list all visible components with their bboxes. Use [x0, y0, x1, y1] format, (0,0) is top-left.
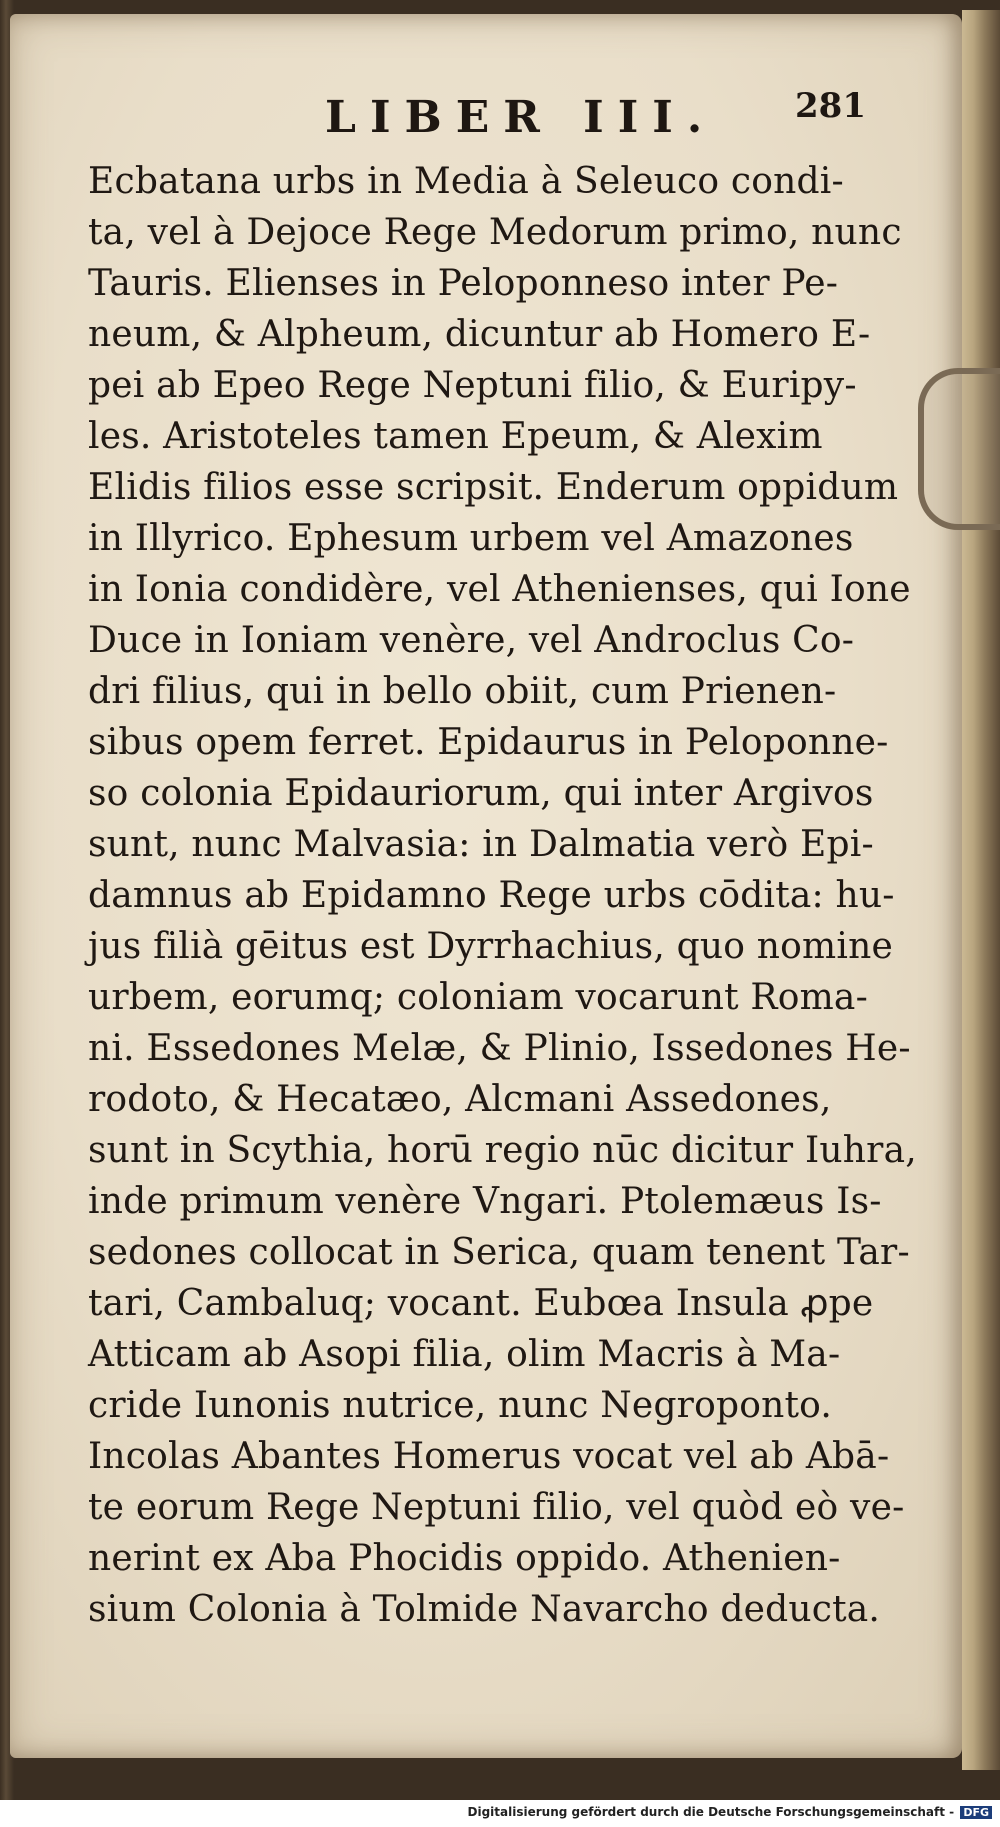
text-line: sium Colonia à Tolmide Navarcho deducta. — [88, 1589, 881, 1630]
text-line: sedones collocat in Serica, quam tenent Tar- — [88, 1232, 910, 1273]
text-line: les. Aristoteles tamen Epeum, & Alexim — [88, 416, 823, 457]
text-line: nerint ex Aba Phocidis oppido. Athenien- — [88, 1538, 841, 1579]
text-line: Duce in Ioniam venère, vel Androclus Co- — [88, 620, 855, 661]
text-line: Elidis filios esse scripsit. Enderum oppidum — [88, 467, 899, 508]
page-header — [10, 86, 970, 152]
text-line: Tauris. Elienses in Peloponneso inter Pe- — [88, 263, 839, 304]
dfg-logo: DFG — [960, 1806, 992, 1819]
text-line: sunt, nunc Malvasia: in Dalmatia verò Epi- — [88, 824, 874, 865]
digitization-credit — [468, 1805, 992, 1819]
text-line: sunt in Scythia, horū regio nūc dicitur Iuhra, — [88, 1130, 917, 1171]
book-clasp — [918, 368, 1000, 530]
text-line: sibus opem ferret. Epidaurus in Peloponne- — [88, 722, 889, 763]
page-number: 281 — [795, 86, 866, 126]
text-line: Atticam ab Asopi filia, olim Macris à Ma- — [88, 1334, 841, 1375]
footer-strip — [0, 1800, 1000, 1827]
text-line: dri filius, qui in bello obiit, cum Prienen- — [88, 671, 837, 712]
text-line: in Illyrico. Ephesum urbem vel Amazones — [88, 518, 854, 559]
text-line: ta, vel à Dejoce Rege Medorum primo, nunc — [88, 212, 902, 253]
text-line: Ecbatana urbs in Media à Seleuco condi- — [88, 161, 844, 202]
running-title: LIBER III. — [325, 92, 717, 143]
text-line: tari, Cambaluq; vocant. Eubœa Insula ꝓpe — [88, 1283, 874, 1324]
text-line: in Ionia condidère, vel Athenienses, qui Ione — [88, 569, 911, 610]
text-line: jus filià gēitus est Dyrrhachius, quo nomine — [88, 926, 893, 967]
text-line: rodoto, & Hecatæo, Alcmani Assedones, — [88, 1079, 832, 1120]
text-line: neum, & Alpheum, dicuntur ab Homero E- — [88, 314, 871, 355]
page-edge — [962, 10, 1000, 1770]
text-line: so colonia Epidauriorum, qui inter Argivos — [88, 773, 874, 814]
text-line: te eorum Rege Neptuni filio, vel quòd eò ve- — [88, 1487, 905, 1528]
text-line: ni. Essedones Melæ, & Plinio, Issedones He- — [88, 1028, 911, 1069]
text-line: pei ab Epeo Rege Neptuni filio, & Euripy- — [88, 365, 857, 406]
text-line: cride Iunonis nutrice, nunc Negroponto. — [88, 1385, 833, 1426]
text-line: urbem, eorumq; coloniam vocarunt Roma- — [88, 977, 868, 1018]
credit-text: Digitalisierung gefördert durch die Deutsche Forschungsgemeinschaft - — [467, 1805, 955, 1819]
book-page — [10, 14, 962, 1758]
text-line: Incolas Abantes Homerus vocat vel ab Abā- — [88, 1436, 890, 1477]
body-text — [88, 156, 928, 1635]
text-line: inde primum venère Vngari. Ptolemæus Is- — [88, 1181, 882, 1222]
text-line: damnus ab Epidamno Rege urbs cōdita: hu- — [88, 875, 895, 916]
